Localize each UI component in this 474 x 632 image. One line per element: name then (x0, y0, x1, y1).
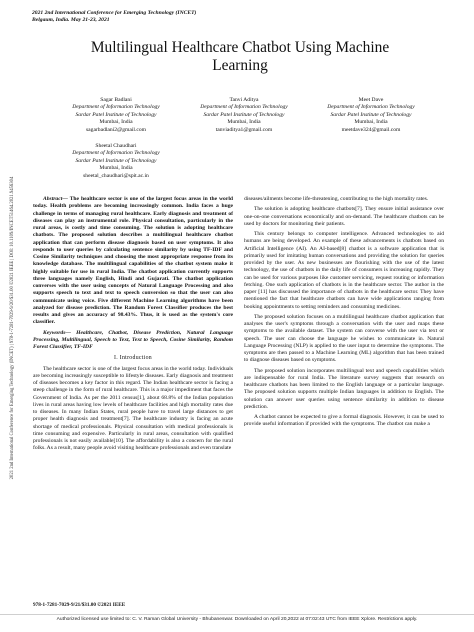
author-block (41, 143, 191, 180)
paper-title (40, 39, 440, 75)
author-email: sagarbadlani2@gmail.com (86, 126, 146, 133)
abstract-label: Abstract— (43, 196, 68, 202)
author-department: Department of Information Technology (200, 104, 288, 111)
keywords (33, 330, 233, 352)
doi-sidebar (9, 118, 17, 538)
author-department: Department of Information Technology (72, 150, 160, 157)
body-paragraph: The solution is adopting healthcare chatbots[7]. They ensure initial assistance over one-on-one conversations economically and on-demand. The healthcare chatbots can be used by doctors for monitoring their patients. (244, 206, 444, 227)
paper-title-line-1: Multilingual Healthcare Chatbot Using Machine (90, 39, 390, 56)
body-paragraph: A chatbot cannot be expected to give a formal diagnosis. However, it can be used to provide useful information if provided with the symptoms. The chatbot can make a (244, 414, 444, 428)
right-column (244, 196, 444, 429)
introduction-heading: I. Introduction (114, 355, 152, 362)
author-institute: Sardar Patel Institute of Technology (330, 111, 412, 118)
body-paragraph: The proposed solution focuses on a multilingual healthcare chatbot application that analyses the user's symptoms through a conversation with the user and maps these symptoms to the available dataset. The system can converse with the user via text or speech. The user can choose the language he wishes to communicate in. Natural Language Processing (NLP) is applied to the user input to determine the symptoms. The symptoms are then passed to a Machine Learning (ML) algorithm that has been trained to diagnose diseases based on symptoms. (244, 313, 444, 364)
author-institute: Sardar Patel Institute of Technology (75, 157, 157, 164)
author-department: Department of Information Technology (327, 104, 415, 111)
body-paragraph: This century belongs to computer intelligence. Advanced technologies to aid humans are being developed. An example of these advancements is chatbots based on Artificial Intelligence (AI). An AI-based[8] chatbot is a software application that is primarily used for imitating human conversations and providing the solution for queries provided by the user. As new businesses are flourishing with the use of the latest technology, the use of chatbots in the daily life of consumers is increasing rapidly. They can be used for various purposes like customer servicing, request routing or information fetching. One such application of chatbots is in the healthcare sector. The author in the paper [11] has discussed the importance of chatbots in the healthcare sector. They have mentioned the fact that healthcare chatbots can have wide applications ranging from booking appointments to setting reminders and consuming medicines. (244, 231, 444, 310)
body-paragraph: diseases/ailments become life-threatening, contributing to the high mortality rates. (244, 196, 429, 202)
footer-divider (0, 614, 474, 615)
author-city: Mumbai, India (354, 119, 388, 126)
keywords-text: Healthcare, Chatbot, Disease Prediction, Natural Language Processing, Multilingual, Speech to Text, Text to Speech, Cosine Similarity, Random Forest Classifier, TF-IDF (33, 329, 233, 350)
author-name: Sagar Badlani (100, 97, 132, 103)
abstract-text: The healthcare sector is one of the largest focus areas in the world today. Health problems are becoming increasingly common. India faces a huge challenge in terms of managing rural healthcare. Early diagnosis and treatment of diseases can play an instrumental role. Physical consultation, particularly in the rural areas, is costly and time consuming. The solution is adopting healthcare chatbots. The proposed solution describes a multilingual healthcare chatbot application that can perform disease diagnosis based on user symptoms. It also responds to user queries by calculating sentence similarity by using TF-IDF and Cosine Similarity techniques and choosing the most appropriate response from its knowledge database. The multilingual capabilities of the chatbot system make it highly suitable for use in rural India. The chatbot application currently supports three languages namely English, Hindi and Gujarati. The chatbot application converses with the user using concepts of Natural Language Processing and also supports speech to text and text to speech conversion so that the user can also communicate using voice. Five different Machine Learning algorithms have been analyzed for disease prediction. The Random Forest Classifier produces the best results and gives an accuracy of 98.43%. Thus, it is used as the system's core classifier. (33, 196, 233, 326)
author-email: sheetal_chaudhari@spit.ac.in (83, 172, 149, 179)
author-name: Tanvi Aditya (229, 97, 259, 103)
author-name: Sheetal Chaudhari (95, 143, 137, 149)
author-institute: Sardar Patel Institute of Technology (75, 111, 157, 118)
author-email: tanviaditya1@gmail.com (215, 126, 273, 133)
author-city: Mumbai, India (227, 119, 261, 126)
author-department: Department of Information Technology (72, 104, 160, 111)
author-institute: Sardar Patel Institute of Technology (203, 111, 285, 118)
paper-title-line-2: Learning (212, 57, 268, 74)
doi-sidebar-text: 2021 2nd International Conference for Emerging Technology (INCET) | 978-1-7281-7029-9/20/$31.00 ©2021 IEEE | DOI: 10.1109/INCET51464.2021.9456304 (10, 176, 15, 480)
license-notice: Authorized licensed use limited to: C. V. Raman Global University - Bhubaneswar. Downloaded on April 20,2022 at 07:02:43 UTC from IEEE Xplore. Restrictions apply. (56, 617, 418, 622)
keywords-label: Keywords— (43, 329, 71, 336)
conference-header (32, 10, 292, 24)
conference-name: 2021 2nd International Conference for Emerging Technology (INCET) (32, 10, 197, 16)
body-paragraph: The proposed solution incorporates multilingual text and speech capabilities which are indispensable for rural India. The literature survey suggests that research on healthcare chatbots has been limited to the English language or a particular language. The proposed solution supports multiple Indian languages in addition to English. The solution can answer user queries using sentence similarity in addition to disease prediction. (244, 367, 444, 410)
author-email: meetdave324@gmail.com (341, 126, 401, 133)
conference-location: Belgaum, India. May 21-23, 2021 (32, 17, 110, 24)
abstract (33, 196, 233, 327)
author-city: Mumbai, India (99, 165, 133, 172)
author-name: Meet Dave (358, 97, 384, 103)
copyright-line: 978-1-7281-7029-9/21/$31.00 ©2021 IEEE (33, 602, 126, 608)
author-block (296, 97, 446, 134)
left-column (33, 196, 233, 453)
author-city: Mumbai, India (99, 119, 133, 126)
body-paragraph: The healthcare sector is one of the largest focus areas in the world today. Individuals are becoming increasingly susceptible to lifestyle diseases. Early diagnosis and treatment of diseases becomes a key factor in this regard. The Indian healthcare sector is facing a steep challenge in the form of rural healthcare. This is a major impediment that faces the Government of India. As per the 2011 census[1], about 68.8% of the Indian population lives in rural areas having low levels of healthcare facilities and high mortality rates due to diseases. In many Indian States, rural people have to travel large distances to get proper health diagnosis and treatment[7]. The healthcare industry is facing an acute shortage of medical professionals. Physical consultation with medical professionals is time consuming and expensive. Particularly in rural areas, consultation with qualified professionals is not easily available[10]. The affordability is also a concern for the rural folks. As a result, many people avoid visiting healthcare professionals and even translate (33, 365, 233, 452)
